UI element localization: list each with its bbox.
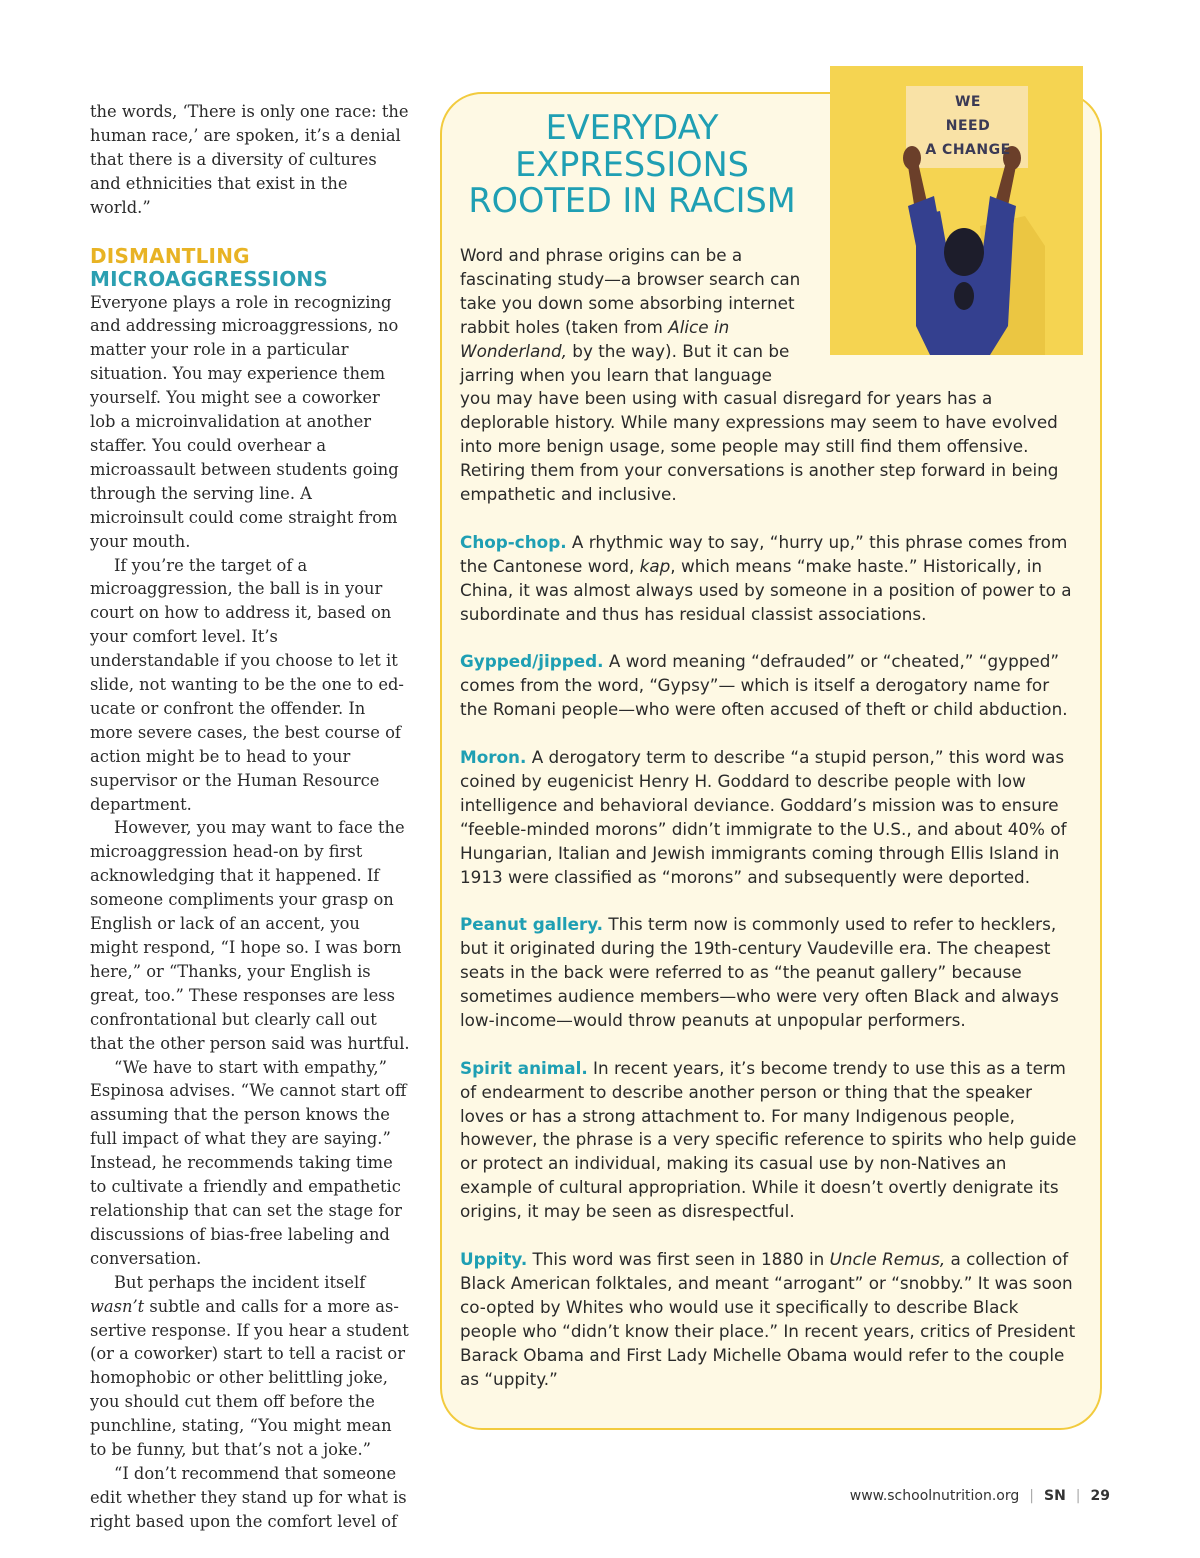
entry-uppity: [460, 1248, 1078, 1391]
left-column: [90, 100, 410, 1534]
section-heading-line2: MICROAGGRESSIONS: [90, 266, 328, 291]
term-peanut-gallery: Peanut gallery.: [460, 914, 604, 935]
sidebar-title-line1: EVERYDAY: [545, 108, 719, 147]
intro-text-b: by the way). But it can be jarring when you learn that language you may have been using with casual disregard for years has a deplorable history. While many expressions may seem to have evolved into more benign usage, some people may still find them offensive. Retiring them from your conversations is another step forward in being empathetic and inclusive.: [460, 340, 1059, 505]
footer-magazine: SN: [1043, 1488, 1066, 1504]
term-spirit-animal: Spirit animal.: [460, 1057, 588, 1078]
intro-paragraph: the words, ‘There is only one race: the human race,’ are spoken, it’s a denial that there is a diversity of cultures and ethnicities that exist in the world.”: [90, 102, 409, 217]
peanut-text: This term now is commonly used to refer to hecklers, but it originated during the 19th-century Vaudeville era. The cheapest seats in the back were referred to as “the peanut gallery” because sometimes audience members—who were very often Black and always low-income—would throw peanuts at unpopular performers.: [460, 914, 1059, 1030]
entry-spirit-animal: [460, 1057, 1078, 1224]
page-footer: [850, 1488, 1110, 1504]
entry-chop-chop: [460, 531, 1078, 627]
body-paragraph-2: If you’re the target of a microaggression, the ball is in your court on how to address it, based on your comfort level. It’s understandable if you choose to let it slide, not wanting to be the one to educate or confront the offender. In more severe cases, the best course of action might be to head to your supervisor or the Human Resource department.: [90, 555, 404, 814]
footer-divider: |: [1075, 1488, 1081, 1504]
sign-text: [908, 90, 1028, 162]
chop-text-a: A rhythmic way to say, “hurry up,” this phrase comes from the Cantonese word,: [460, 531, 1068, 576]
chop-italic: kap: [639, 555, 671, 576]
footer-divider: |: [1029, 1488, 1034, 1504]
uppity-text-a: This word was first seen in 1880 in: [527, 1248, 830, 1269]
entry-moron: [460, 746, 1078, 889]
section-heading: [90, 245, 410, 291]
uppity-italic: Uncle Remus,: [829, 1248, 946, 1269]
body-paragraph-4: “We have to start with empathy,” Espinosa advises. “We cannot start off assuming that the person knows the full impact of what they are saying.” Instead, he recommends taking time to cultivate a friendly and empathetic relationship that can set the stage for discussions of bias-free labeling and conversation.: [90, 1057, 407, 1268]
term-uppity: Uppity.: [460, 1248, 528, 1269]
paragraph-5-rest: subtle and calls for a more assertive response. If you hear a student (or a coworker) start to tell a racist or homophobic or other belittling joke, you should cut them off before the punchline, stating, “You might mean to be funny, but that’s not a joke.”: [90, 1296, 409, 1460]
body-paragraph-5: [90, 1271, 410, 1462]
spirit-text: In recent years, it’s become trendy to use this as a term of endearment to describe another person or thing that the speaker loves or has a strong attachment to. For many Indigenous people, however, the phrase is a very specific reference to spirits who help guide or protect an individual, making its casual use by non-Natives an example of cultural appropriation. While it doesn’t overtly denigrate its origins, it may be seen as disrespectful.: [460, 1057, 1077, 1222]
entry-gypped: [460, 650, 1078, 722]
intro-italic: Alice in Wonderland,: [460, 316, 730, 361]
section-heading-line1: DISMANTLING: [90, 243, 250, 268]
intro-text-a: Word and phrase origins can be a fascinating study—a browser search can take you down some absorbing internet rabbit holes (taken from: [460, 245, 801, 337]
sign-line3: A CHANGE: [925, 142, 1011, 158]
body-paragraph-6: “I don’t recommend that someone edit whether they stand up for what is right based upon the comfort level of: [90, 1463, 407, 1531]
footer-url[interactable]: www.schoolnutrition.org: [849, 1488, 1020, 1504]
chop-text-b: , which means “make haste.” Historically, in China, it was almost always used by someone in a position of power to a subordinate and thus has residual classist associations.: [460, 555, 1072, 624]
sidebar-body: [460, 244, 1078, 1415]
moron-text: A derogatory term to describe “a stupid person,” this word was coined by eugenicist Henry H. Goddard to describe people with low intelligence and behavioral deviance. Goddard’s mission was to ensure “feeble-minded morons” didn’t immigrate to the U.S., and about 40% of Hungarian, Italian and Jewish immigrants coming through Ellis Island in 1913 were classified as “morons” and subsequently were deported.: [460, 746, 1067, 887]
paragraph-5-start: But perhaps the incident itself: [114, 1272, 366, 1292]
sign-line2: NEED: [945, 118, 991, 134]
term-chop-chop: Chop-chop.: [460, 531, 567, 552]
sidebar-title: [441, 110, 823, 220]
gypped-text: A word meaning “defrauded” or “cheated,” “gypped” comes from the word, “Gypsy”— which is itself a derogatory name for the Romani people—who were often accused of theft or child abduction.: [460, 651, 1068, 720]
paragraph-5-italic: wasn’t: [90, 1296, 145, 1316]
term-gypped: Gypped/jipped.: [460, 651, 604, 672]
sidebar-title-line3: ROOTED IN RACISM: [468, 181, 796, 220]
entry-peanut-gallery: [460, 913, 1078, 1033]
page-number: 29: [1090, 1488, 1110, 1504]
uppity-text-b: a collection of Black American folktales, and meant “arrogant” or “snobby.” It was soon co-opted by Whites who would use it specifically to describe Black people who “didn’t know their place.” In recent years, critics of President Barack Obama and First Lady Michelle Obama would refer to the couple as “uppity.”: [460, 1248, 1076, 1389]
sidebar-title-line2: EXPRESSIONS: [515, 144, 749, 184]
body-paragraph-3: However, you may want to face the microaggression head-on by first acknowledging that it happened. If someone compliments your grasp on English or lack of an accent, you might respond, “I hope so. I was born here,” or “Thanks, your English is great, too.” These responses are less confrontational but clearly call out that the other person said was hurtful.: [90, 818, 410, 1053]
body-paragraph-1: Everyone plays a role in recognizing and addressing microaggressions, no matter your role in a particular situation. You may experience them yourself. You might see a coworker lob a microinvalidation at another staffer. You could overhear a microassault between students going through the serving line. A microinsult could come straight from your mouth.: [90, 292, 399, 551]
term-moron: Moron.: [460, 746, 527, 767]
sign-line1: WE: [954, 94, 981, 110]
